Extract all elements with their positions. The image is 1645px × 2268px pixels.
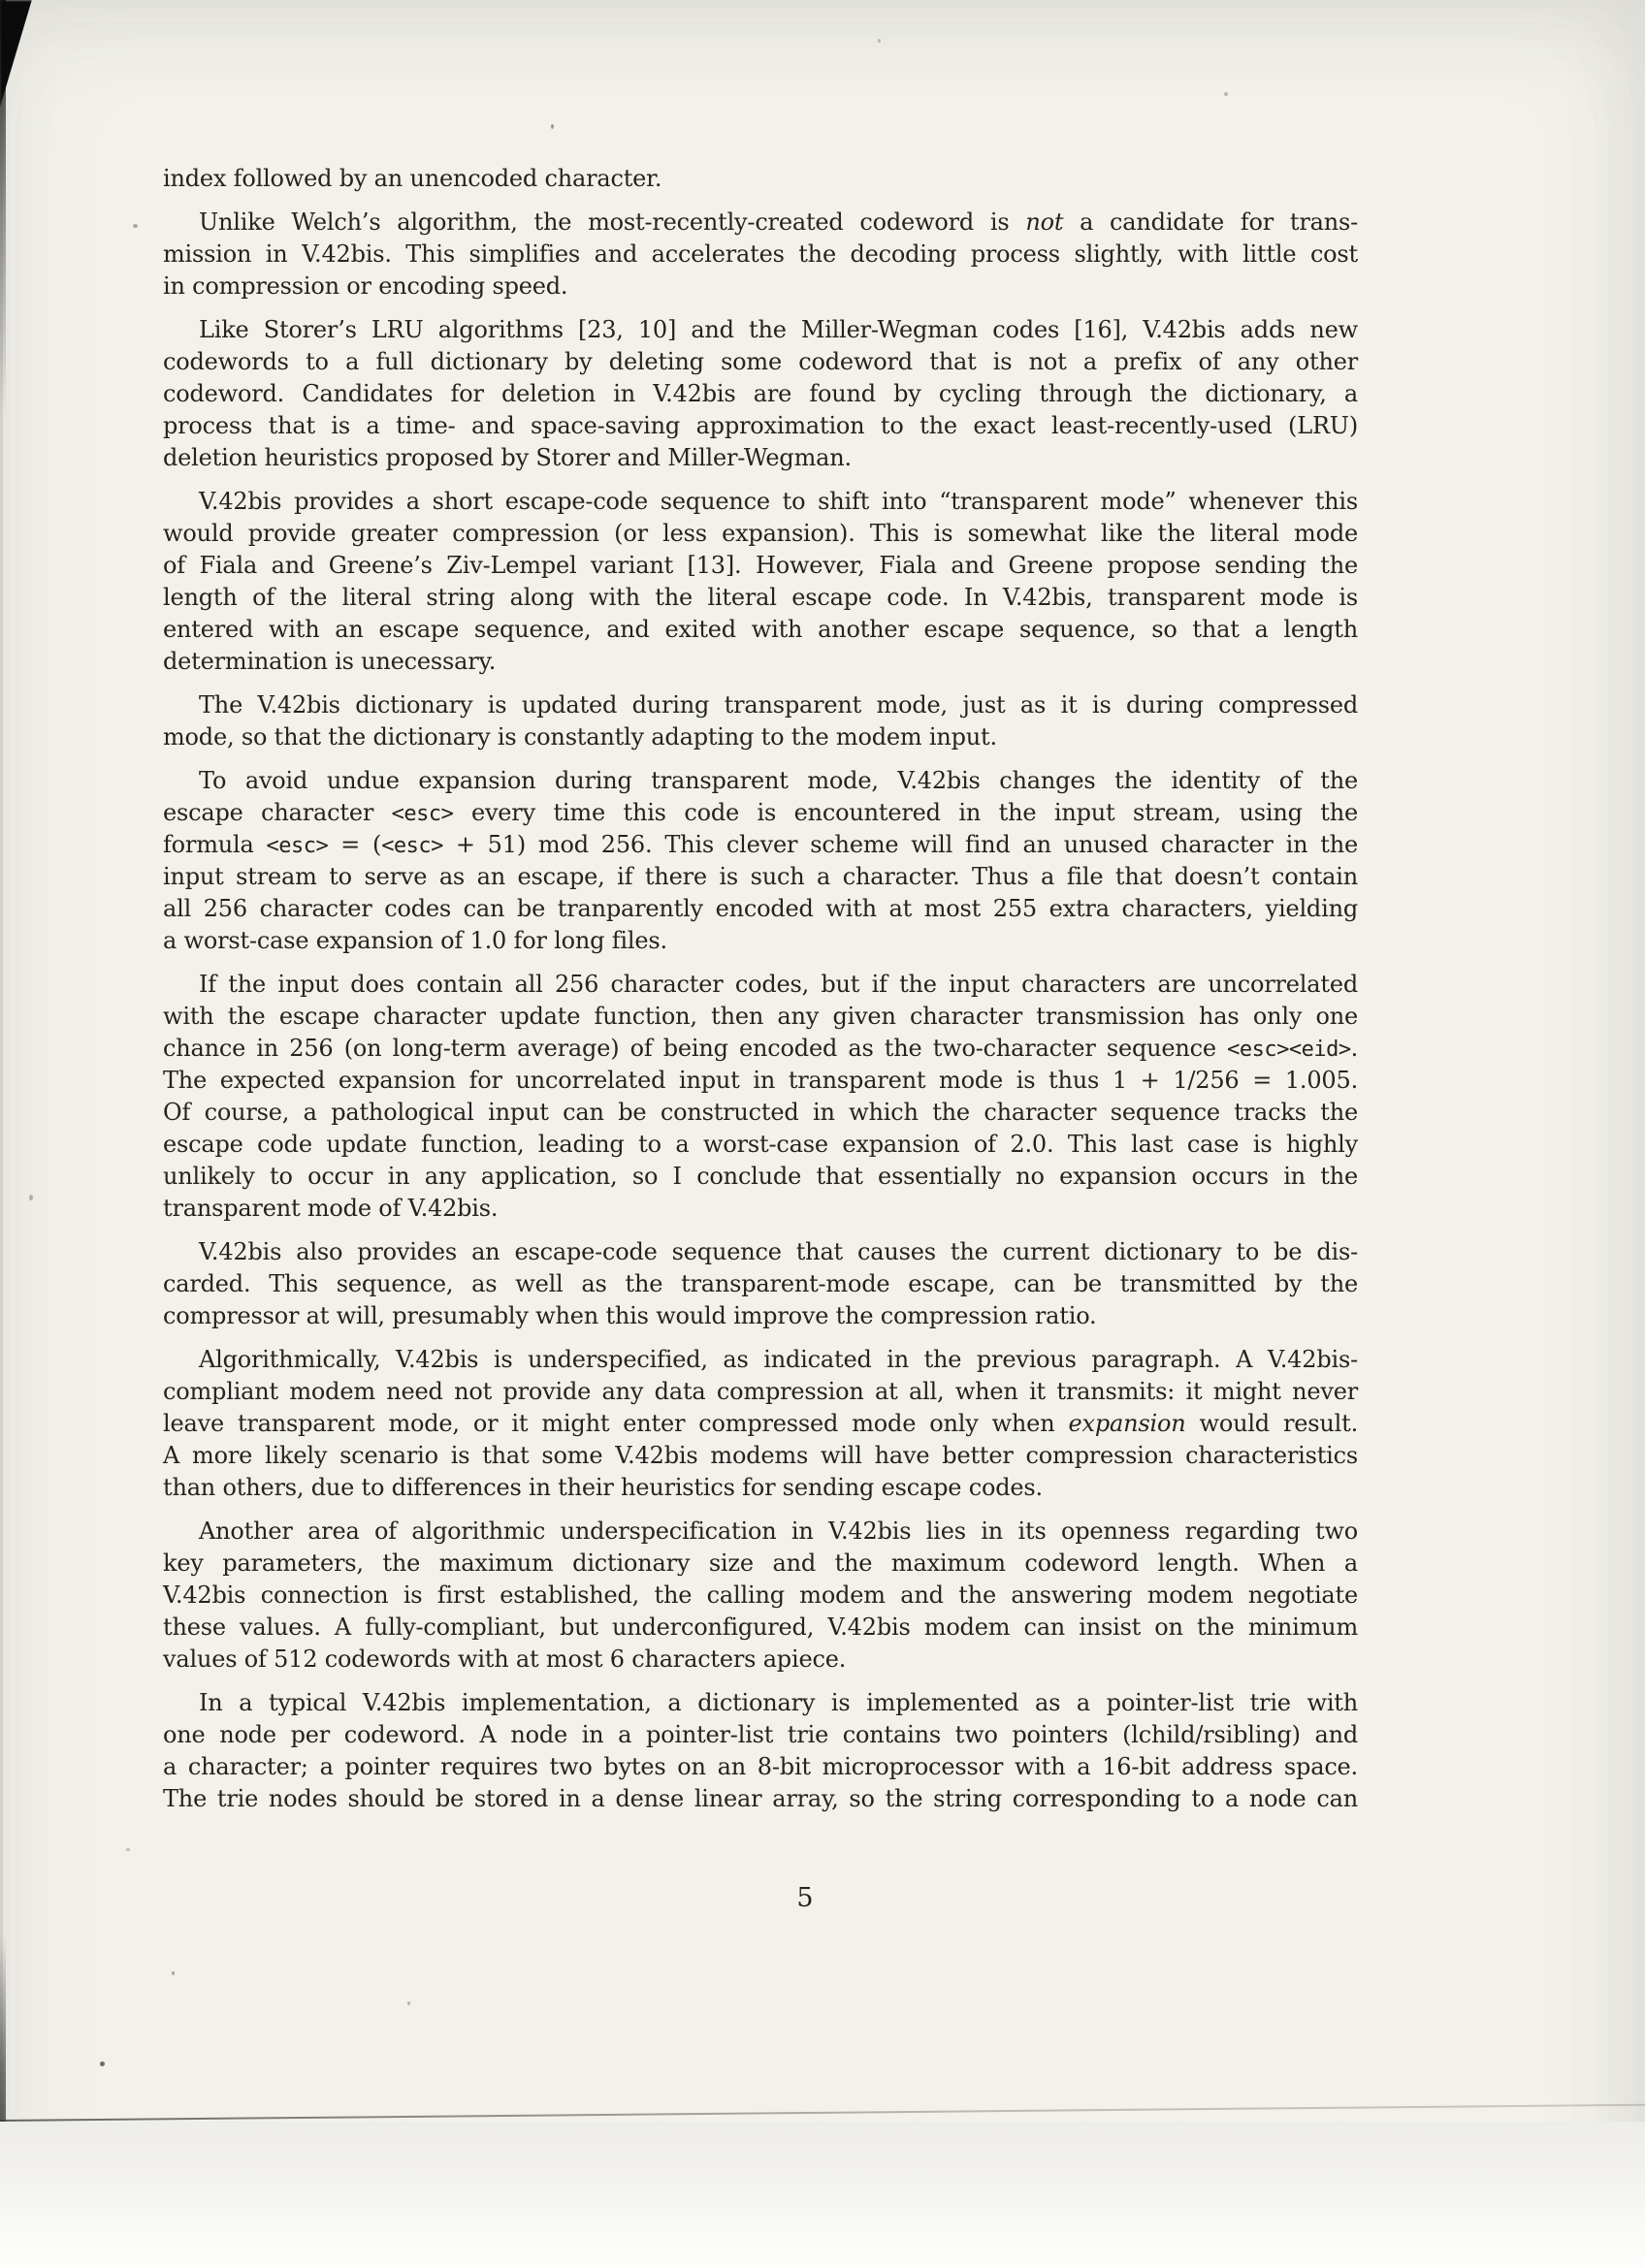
text-run: these values. A fully-compliant, but underconfigured, V.42bis modem can insist on the minimum [163,1613,1358,1641]
scan-speck [100,2061,105,2066]
text-run: V.42bis provides a short escape-code sequence to shift into “transparent mode” whenever this [199,488,1358,515]
text-line [163,550,1358,582]
page-bottom-edge-region [0,2122,1645,2268]
text-line [163,861,1358,893]
text-line [163,1129,1358,1161]
scan-speck [1224,92,1228,96]
text-line [163,1001,1358,1033]
text-run: entered with an escape sequence, and exited with another escape sequence, so that a length [163,616,1358,643]
text-run: Like Storer’s LRU algorithms [23, 10] and the Miller-Wegman codes [16], V.42bis adds new [199,316,1358,343]
code-token: <esc> [391,802,454,826]
text-line [163,689,1358,721]
text-line [163,1344,1358,1376]
text-line [163,646,1358,678]
text-run: = ( [328,831,382,858]
text-line [163,765,1358,797]
scan-speck [551,124,554,129]
paragraph [163,486,1358,678]
text-run: in compression or encoding speed. [163,272,568,300]
text-line [163,614,1358,646]
text-run: + 51) mod 256. This clever scheme will find an unused character in the [442,831,1358,858]
code-token: <esc><eid> [1227,1038,1351,1062]
text-run: process that is a time- and space-saving approximation to the exact least-recently-used (LRU) [163,412,1358,439]
page-number: 5 [796,1883,814,1913]
scan-speck [133,224,138,228]
text-line [163,1687,1358,1719]
text-line [163,1783,1358,1815]
emphasized-text: expansion [1068,1410,1186,1437]
text-run: deletion heuristics proposed by Storer and Miller-Wegman. [163,444,852,471]
text-run: Unlike Welch’s algorithm, the most-recently-created codeword is [199,208,1026,236]
text-line [163,271,1358,303]
paragraph [163,1236,1358,1332]
text-run: length of the literal string along with the literal escape code. In V.42bis, transparent mode is [163,584,1358,611]
paragraph [163,765,1358,957]
body-text [163,163,1358,1827]
paragraph [163,689,1358,753]
text-line [163,797,1358,829]
scan-edge-artifact-top [0,0,6,417]
text-line [163,1612,1358,1644]
text-run: If the input does contain all 256 character codes, but if the input characters are uncorrelated [199,971,1358,998]
text-line [163,1644,1358,1676]
text-line [163,314,1358,346]
scan-speck [126,1848,130,1851]
paragraph [163,163,1358,195]
text-run: codeword. Candidates for deletion in V.42bis are found by cycling through the dictionary, a [163,380,1358,407]
paragraph [163,1344,1358,1504]
text-run: index followed by an unencoded character. [163,165,662,192]
text-line [163,346,1358,378]
paragraph [163,969,1358,1225]
text-line [163,1376,1358,1408]
text-run: Algorithmically, V.42bis is underspecified, as indicated in the previous paragraph. A V.42bis- [199,1346,1358,1373]
text-line [163,1751,1358,1783]
text-line [163,721,1358,753]
text-line [163,410,1358,442]
text-line [163,1440,1358,1472]
text-run: would provide greater compression (or less expansion). This is somewhat like the literal mode [163,520,1358,547]
text-line [163,893,1358,925]
scan-speck [878,39,881,43]
text-line [163,1065,1358,1097]
text-line [163,1516,1358,1548]
text-line [163,163,1358,195]
text-line [163,1408,1358,1440]
text-run: mode, so that the dictionary is constantly adapting to the modem input. [163,723,997,751]
text-run: would result. [1185,1410,1358,1437]
text-line [163,1300,1358,1332]
text-line [163,1268,1358,1300]
text-run: carded. This sequence, as well as the transparent-mode escape, can be transmitted by the [163,1270,1358,1297]
text-line [163,925,1358,957]
text-line [163,1161,1358,1193]
text-line [163,1548,1358,1580]
emphasized-text: not [1025,208,1064,236]
text-line [163,1580,1358,1612]
code-token: <esc> [266,834,329,858]
scan-speck [407,2001,410,2005]
text-run: chance in 256 (on long-term average) of being encoded as the two-character sequence [163,1035,1228,1062]
text-run: a candidate for trans- [1063,208,1358,236]
text-run: formula [163,831,267,858]
text-run: compliant modem need not provide any data compression at all, when it transmits: it might never [163,1378,1358,1405]
text-line [163,969,1358,1001]
text-run: V.42bis also provides an escape-code sequence that causes the current dictionary to be dis- [199,1238,1358,1265]
text-run: all 256 character codes can be tranparently encoded with at most 255 extra characters, yielding [163,895,1358,922]
text-run: transparent mode of V.42bis. [163,1195,499,1222]
text-run: The V.42bis dictionary is updated during transparent mode, just as it is during compressed [199,691,1358,719]
text-run: escape code update function, leading to a worst-case expansion of 2.0. This last case is highly [163,1131,1358,1158]
text-run: a character; a pointer requires two bytes on an 8-bit microprocessor with a 16-bit address space. [163,1753,1358,1780]
text-line [163,829,1358,861]
text-run: of Fiala and Greene’s Ziv-Lempel variant [13]. However, Fiala and Greene propose sending the [163,552,1358,579]
text-run: than others, due to differences in their heuristics for sending escape codes. [163,1474,1043,1501]
scan-corner-artifact [0,0,39,116]
text-line [163,518,1358,550]
text-run: Another area of algorithmic underspecification in V.42bis lies in its openness regarding two [199,1517,1358,1545]
paragraph [163,1516,1358,1676]
text-line [163,486,1358,518]
paragraph [163,1687,1358,1815]
code-token: <esc> [381,834,443,858]
paragraph [163,314,1358,474]
text-line [163,1472,1358,1504]
text-run: In a typical V.42bis implementation, a dictionary is implemented as a pointer-list trie with [199,1689,1358,1716]
text-run: leave transparent mode, or it might enter compressed mode only when [163,1410,1069,1437]
text-line [163,1719,1358,1751]
text-line [163,1236,1358,1268]
text-line [163,1097,1358,1129]
text-run: The trie nodes should be stored in a dense linear array, so the string corresponding to a node can [163,1785,1358,1812]
text-run: with the escape character update function, then any given character transmission has only one [163,1003,1358,1030]
text-run: V.42bis connection is first established, the calling modem and the answering modem negotiate [163,1581,1358,1609]
scan-speck [29,1195,33,1200]
text-line [163,1033,1358,1065]
text-line [163,442,1358,474]
text-run: determination is unecessary. [163,648,497,675]
page-edge-crease [0,2104,1645,2122]
paragraph [163,207,1358,303]
text-run: a worst-case expansion of 1.0 for long files. [163,927,667,954]
text-run: mission in V.42bis. This simplifies and accelerates the decoding process slightly, with little cost [163,240,1358,268]
text-run: . [1350,1035,1358,1062]
text-run: unlikely to occur in any application, so I conclude that essentially no expansion occurs in the [163,1163,1358,1190]
text-run: compressor at will, presumably when this would improve the compression ratio. [163,1302,1097,1329]
text-run: input stream to serve as an escape, if there is such a character. Thus a file that doesn’t contain [163,863,1358,890]
text-run: Of course, a pathological input can be constructed in which the character sequence tracks the [163,1099,1358,1126]
text-run: every time this code is encountered in the input stream, using the [453,799,1358,826]
text-line [163,207,1358,239]
text-run: To avoid undue expansion during transparent mode, V.42bis changes the identity of the [199,767,1358,794]
text-run: values of 512 codewords with at most 6 characters apiece. [163,1645,847,1673]
text-run: one node per codeword. A node in a pointer-list trie contains two pointers (lchild/rsibling) and [163,1721,1358,1748]
text-run: A more likely scenario is that some V.42bis modems will have better compression characteristics [163,1442,1358,1469]
text-line [163,378,1358,410]
scan-speck [172,1971,175,1975]
text-run: codewords to a full dictionary by deleting some codeword that is not a prefix of any other [163,348,1358,375]
text-run: escape character [163,799,392,826]
text-run: key parameters, the maximum dictionary size and the maximum codeword length. When a [163,1549,1358,1577]
text-line [163,239,1358,271]
text-line [163,1193,1358,1225]
text-line [163,582,1358,614]
text-run: The expected expansion for uncorrelated input in transparent mode is thus 1 + 1/256 = 1.005. [163,1067,1358,1094]
